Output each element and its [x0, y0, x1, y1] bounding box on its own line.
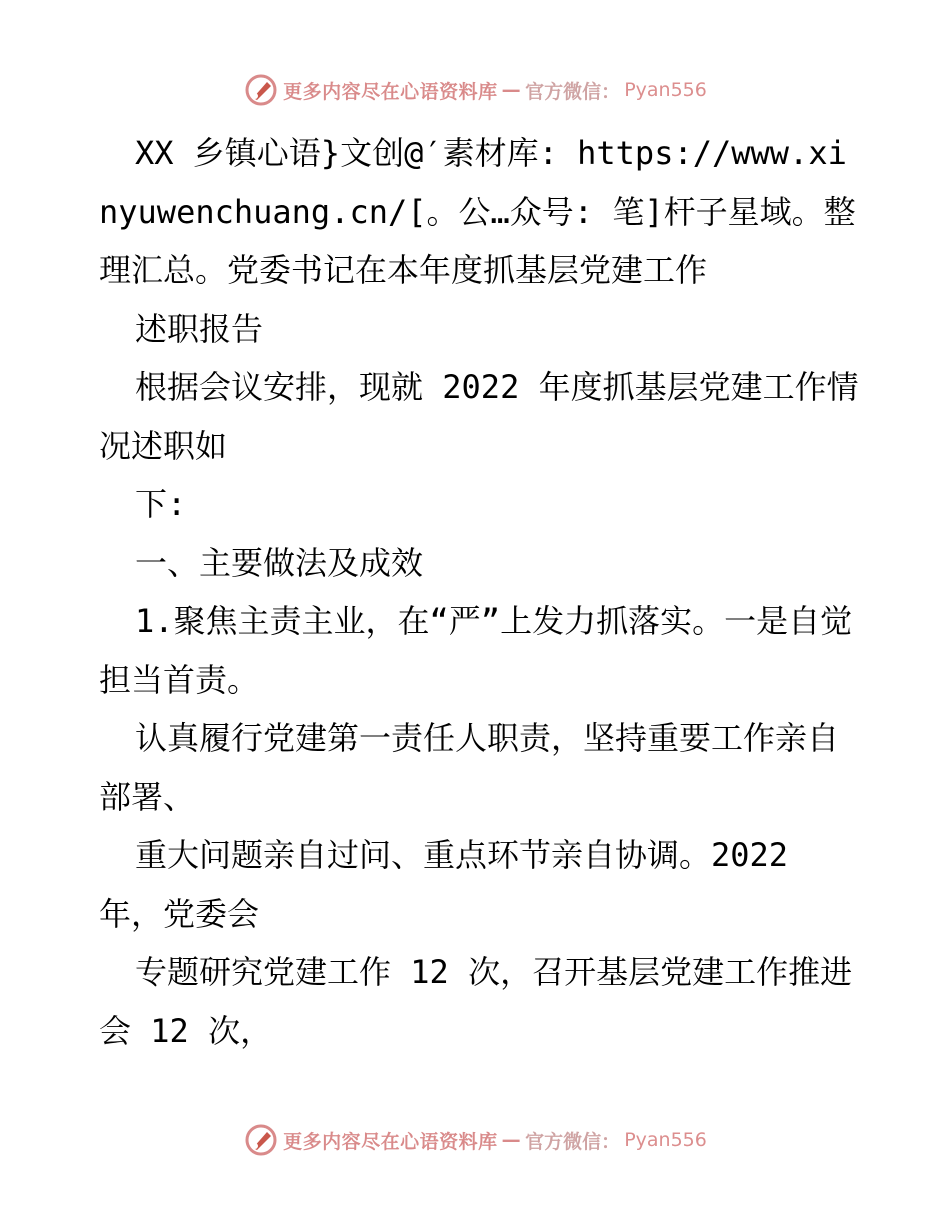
pen-nib-logo-icon: [243, 72, 279, 108]
section-heading: 一、主要做法及成效: [135, 543, 424, 582]
pen-nib-logo-icon: [243, 1122, 279, 1158]
watermark-wechat-id: Pyan556: [624, 79, 707, 101]
paragraph-item-1: 1.聚焦主责主业，在“严”上发力抓落实。一是自觉担当首责。: [99, 602, 853, 699]
paragraph-body-2: 重大问题亲自过问、重点环节亲自协调。2022 年，党委会: [99, 836, 789, 933]
document-body: [99, 124, 859, 1060]
watermark-text: 更多内容尽在心语资料库: [283, 1130, 498, 1153]
watermark-text: 更多内容尽在心语资料库: [283, 80, 498, 103]
watermark-banner-top: [0, 70, 950, 110]
paragraph-title: XX 乡镇心语}文创@′素材库: https://www.xinyuwenchuang.cn/[。公…众号: 笔]杆子星域。整理汇总。党委书记在本年度抓基层党建工作: [99, 134, 856, 289]
watermark-banner-bottom: [0, 1120, 950, 1160]
paragraph-intro: 根据会议安排，现就 2022 年度抓基层党建工作情况述职如: [99, 368, 859, 465]
watermark-wechat-label: 官方微信：: [525, 1130, 621, 1153]
paragraph-body-1: 认真履行党建第一责任人职责，坚持重要工作亲自部署、: [99, 719, 840, 816]
paragraph-body-3: 专题研究党建工作 12 次，召开基层党建工作推进会 12 次，: [99, 953, 853, 1050]
paragraph-subtitle: 述职报告: [135, 309, 264, 348]
watermark-dash: —: [501, 79, 522, 101]
paragraph-intro-cont: 下:: [135, 485, 187, 523]
watermark-wechat-label: 官方微信：: [525, 80, 621, 103]
watermark-wechat-id: Pyan556: [624, 1129, 707, 1151]
watermark-dash: —: [501, 1129, 522, 1151]
